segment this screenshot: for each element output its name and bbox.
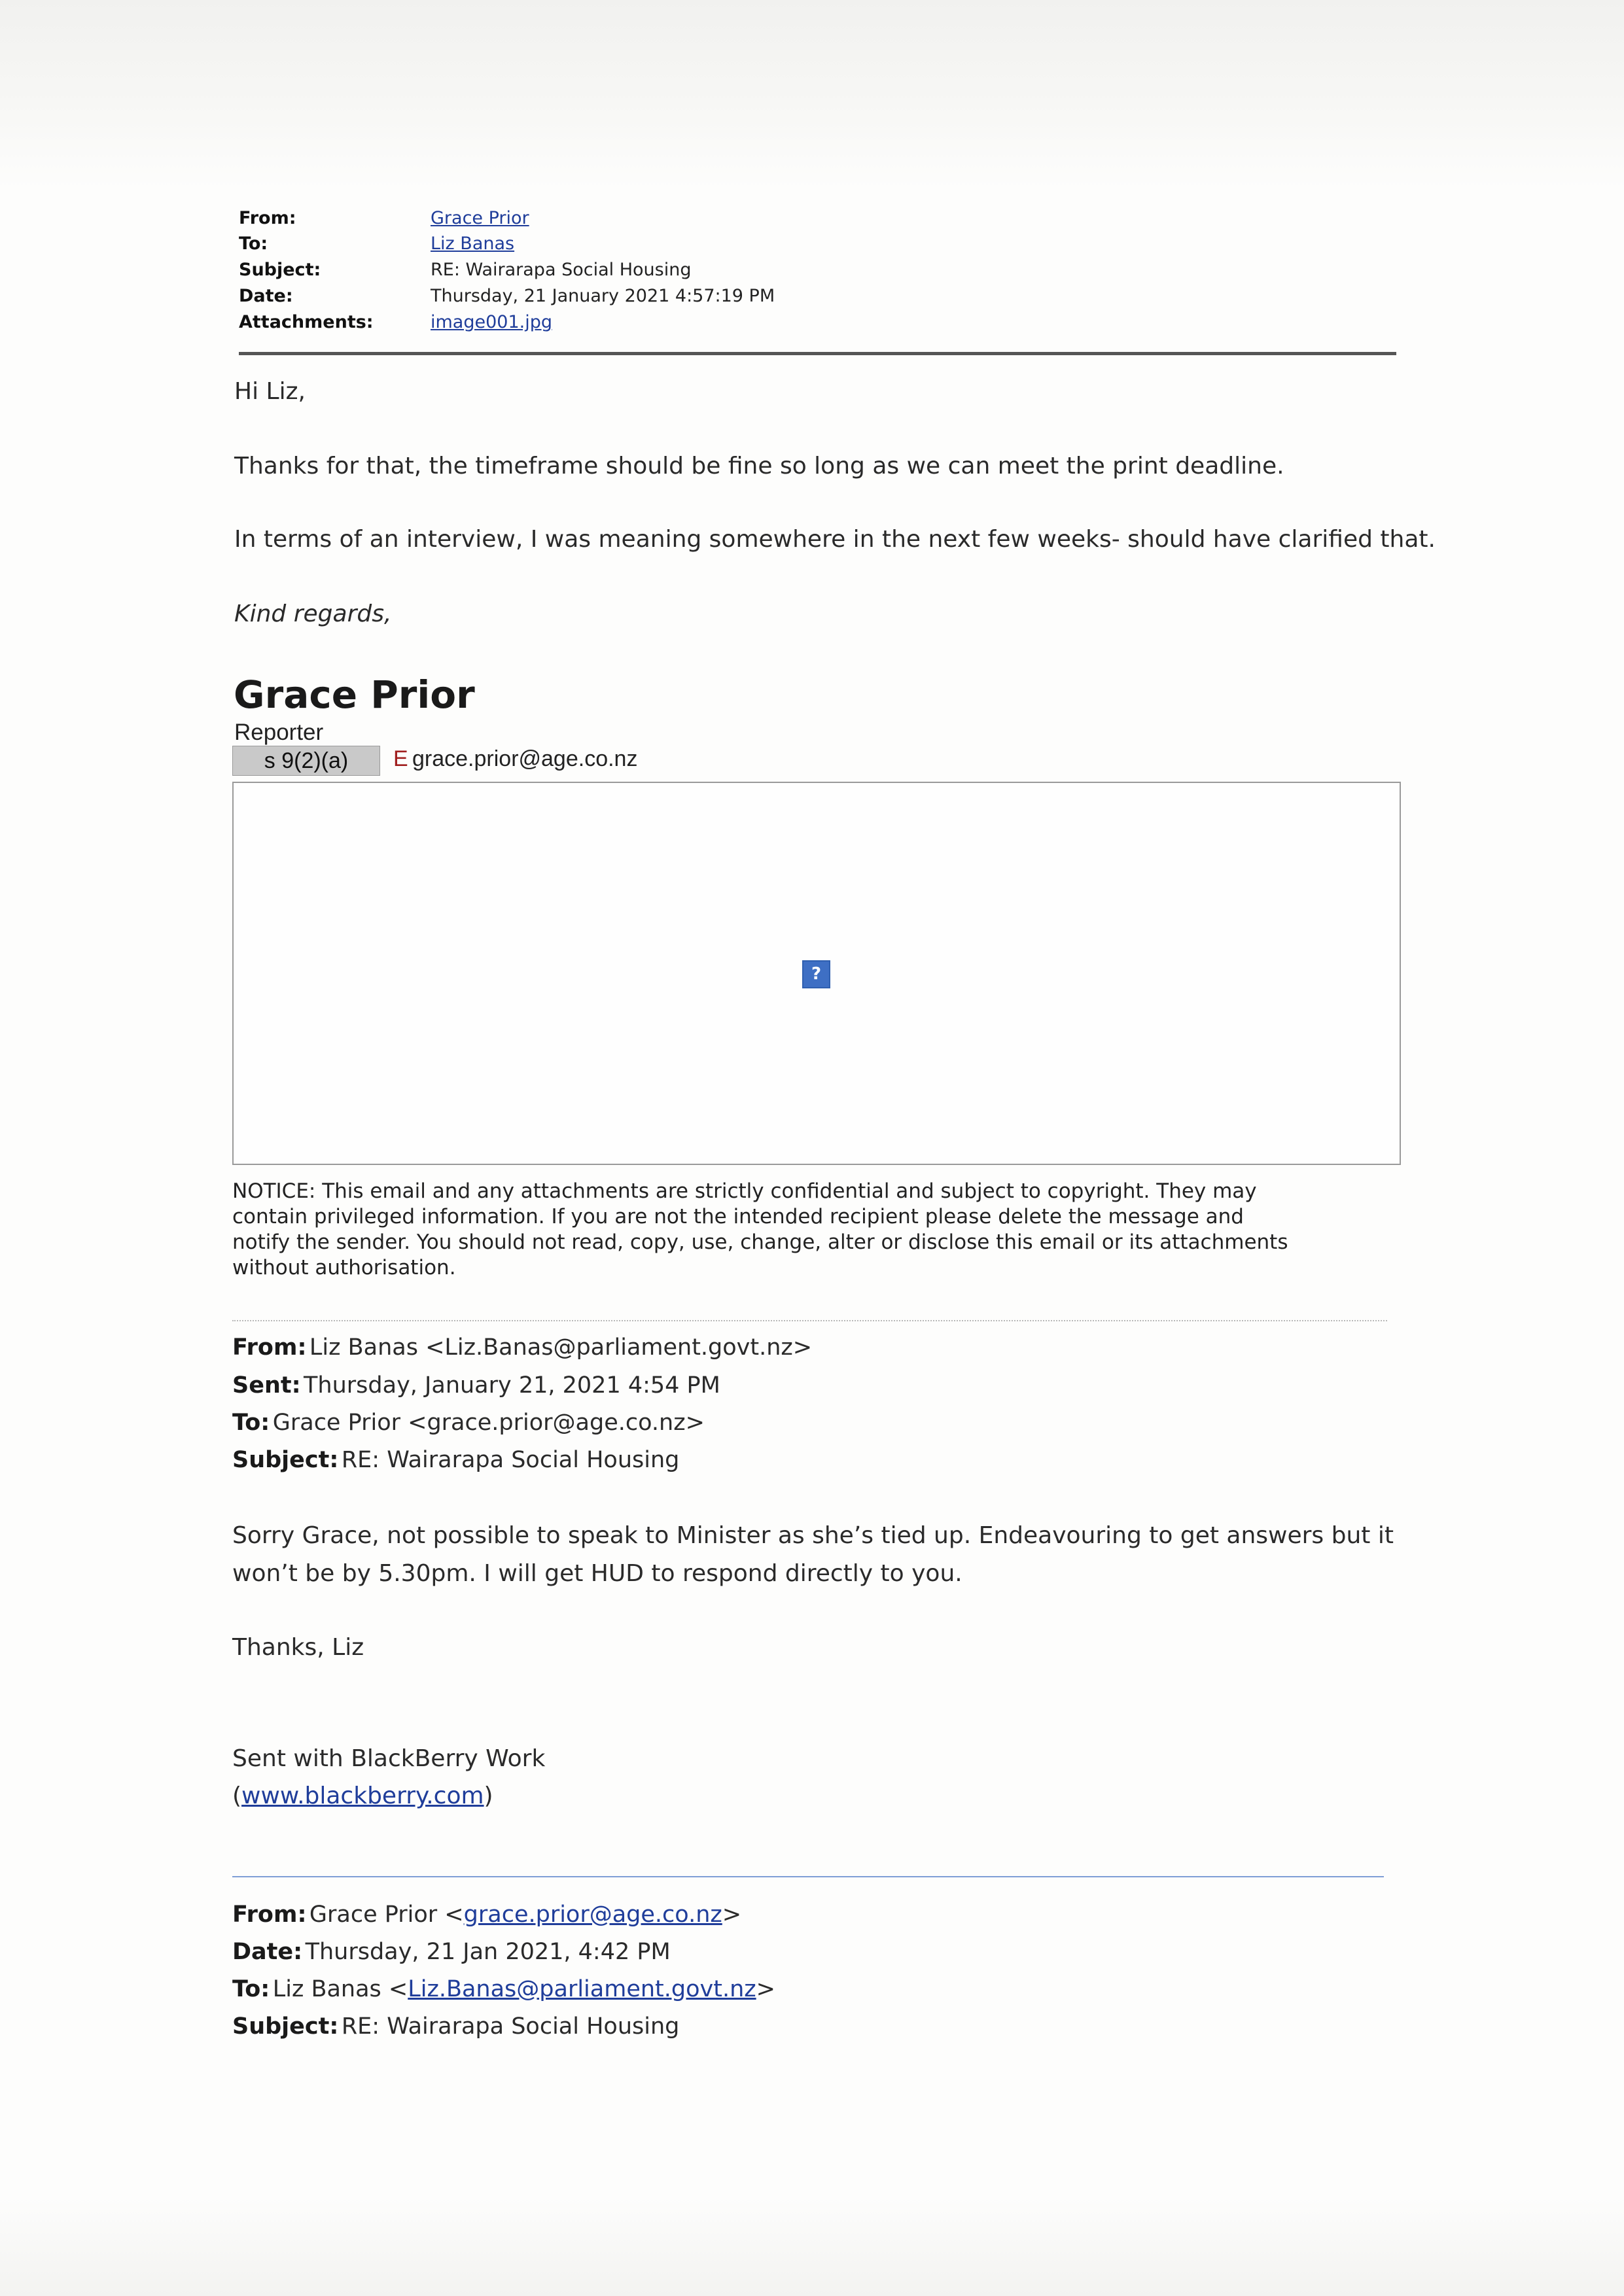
message-paragraph-2: In terms of an interview, I was meaning somewhere in the next few weeks- should have clarified that. (234, 526, 1436, 553)
quoted-subject-line (232, 1447, 679, 1473)
header-subject-label: Subject: (239, 260, 321, 280)
earlier-from-label: From: (232, 1902, 307, 1928)
quoted-thanks: Thanks, Liz (232, 1634, 364, 1661)
message-divider (232, 1320, 1387, 1321)
redaction-box: s 9(2)(a) (232, 746, 380, 776)
blackberry-link[interactable]: www.blackberry.com (241, 1783, 484, 1809)
earlier-date-value: Thursday, 21 Jan 2021, 4:42 PM (305, 1939, 671, 1965)
earlier-to-close: > (756, 1976, 775, 2002)
earlier-from-name: Grace Prior < (309, 1902, 464, 1928)
earlier-from-close: > (722, 1902, 742, 1928)
greeting: Hi Liz, (234, 378, 306, 405)
notice-line: NOTICE: This email and any attachments are strictly confidential and subject to copyright. They may (232, 1179, 1257, 1203)
quoted-to-line (232, 1410, 705, 1436)
header-subject-value: RE: Wairarapa Social Housing (431, 260, 692, 280)
header-to-label: To: (239, 234, 268, 254)
scan-shading-bottom (0, 2198, 1624, 2296)
broken-image-icon: ? (802, 960, 830, 988)
earlier-to-email-link[interactable]: Liz.Banas@parliament.govt.nz (408, 1976, 756, 2002)
quoted-from-value: Liz Banas <Liz.Banas@parliament.govt.nz> (309, 1334, 813, 1361)
quoted-sent-line (232, 1372, 720, 1399)
earlier-to-line (232, 1976, 775, 2002)
notice-line: without authorisation. (232, 1256, 456, 1279)
quoted-divider (232, 1876, 1384, 1877)
quoted-from-label: From: (232, 1334, 307, 1361)
link-close-paren: ) (484, 1783, 493, 1809)
closing: Kind regards, (234, 600, 392, 627)
header-to-value[interactable]: Liz Banas (431, 234, 515, 254)
blackberry-link-line (232, 1783, 493, 1809)
header-attachment-link[interactable]: image001.jpg (431, 312, 552, 332)
earlier-date-label: Date: (232, 1939, 303, 1965)
scan-shading-top (0, 0, 1624, 190)
earlier-from-email-link[interactable]: grace.prior@age.co.nz (463, 1902, 722, 1928)
email-prefix: E (393, 746, 408, 771)
earlier-date-line (232, 1939, 671, 1965)
quoted-subject-value: RE: Wairarapa Social Housing (341, 1447, 680, 1473)
earlier-to-label: To: (232, 1976, 270, 2002)
signature-role: Reporter (234, 720, 324, 745)
header-date-value: Thursday, 21 January 2021 4:57:19 PM (431, 286, 775, 306)
header-attachments-label: Attachments: (239, 312, 374, 332)
header-from-label: From: (239, 208, 296, 228)
notice-line: contain privileged information. If you are not the intended recipient please delete the message and (232, 1205, 1244, 1228)
earlier-subject-label: Subject: (232, 2013, 339, 2040)
notice-line: notify the sender. You should not read, copy, use, change, alter or disclose this email or its attachments (232, 1230, 1288, 1254)
signature-email: grace.prior@age.co.nz (412, 746, 638, 771)
message-paragraph-1: Thanks for that, the timeframe should be fine so long as we can meet the print deadline. (234, 453, 1284, 479)
quoted-from-line (232, 1334, 812, 1361)
quoted-to-value: Grace Prior <grace.prior@age.co.nz> (272, 1410, 705, 1436)
quoted-to-label: To: (232, 1410, 270, 1436)
header-date-label: Date: (239, 286, 293, 306)
earlier-subject-line (232, 2013, 679, 2040)
sent-with-line: Sent with BlackBerry Work (232, 1745, 546, 1772)
quoted-sent-label: Sent: (232, 1372, 301, 1399)
earlier-subject-value: RE: Wairarapa Social Housing (341, 2013, 680, 2040)
earlier-from-line (232, 1902, 741, 1928)
link-open-paren: ( (232, 1783, 242, 1809)
header-from-value[interactable]: Grace Prior (431, 208, 529, 228)
earlier-to-name: Liz Banas < (272, 1976, 408, 2002)
quoted-body-line-2: won’t be by 5.30pm. I will get HUD to respond directly to you. (232, 1560, 962, 1587)
signature-name: Grace Prior (234, 672, 475, 717)
quoted-subject-label: Subject: (232, 1447, 339, 1473)
quoted-sent-value: Thursday, January 21, 2021 4:54 PM (304, 1372, 720, 1399)
quoted-body-line-1: Sorry Grace, not possible to speak to Minister as she’s tied up. Endeavouring to get answers but it (232, 1522, 1394, 1549)
header-divider (239, 352, 1396, 355)
